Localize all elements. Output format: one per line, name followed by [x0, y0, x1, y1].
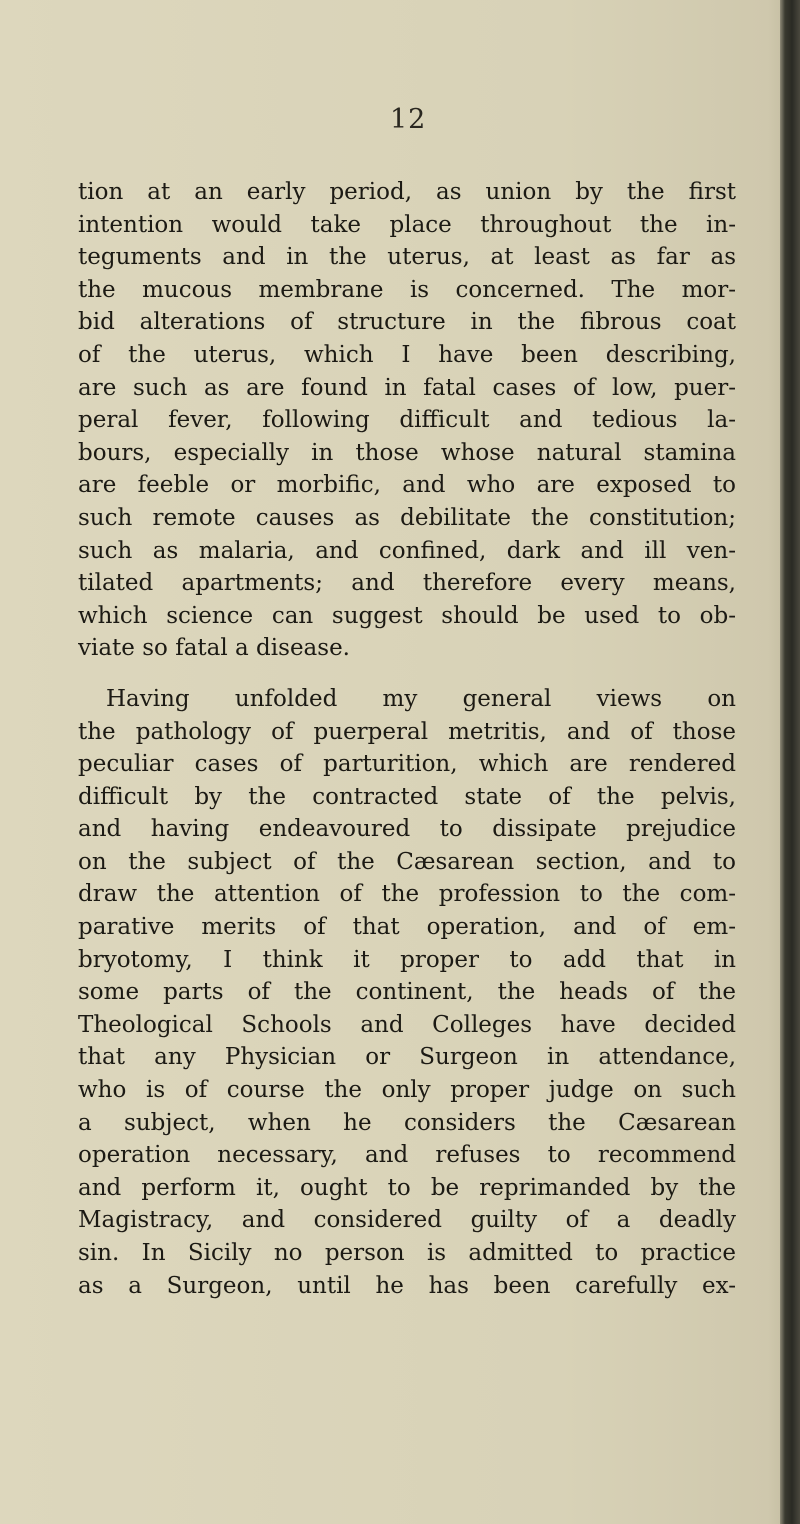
text-line: parative merits of that operation, and of em- — [78, 914, 736, 941]
text-line: teguments and in the uterus, at least as far as — [78, 244, 736, 271]
text-line: viate so fatal a disease. — [78, 635, 350, 662]
text-line: who is of course the only proper judge on such — [78, 1077, 736, 1104]
text-line: tilated apartments; and therefore every means, — [78, 570, 736, 597]
text-line: difficult by the contracted state of the pelvis, — [78, 783, 736, 810]
text-line: such as malaria, and confined, dark and ill ven- — [78, 537, 736, 564]
text-line: which science can suggest should be used to ob- — [78, 602, 736, 629]
text-line: Having unfolded my general views on — [106, 685, 736, 712]
text-line: the pathology of puerperal metritis, and of those — [78, 718, 736, 745]
text-line: bours, especially in those whose natural stamina — [78, 439, 736, 466]
text-line: intention would take place throughout the in- — [78, 211, 736, 238]
book-edge-shadow — [780, 0, 800, 1524]
text-line: tion at an early period, as union by the first — [78, 179, 736, 205]
text-line: the mucous membrane is concerned. The mor- — [78, 276, 736, 303]
text-line: some parts of the continent, the heads of the — [78, 979, 736, 1006]
body-text — [78, 176, 736, 1302]
text-line: of the uterus, which I have been describing, — [78, 341, 736, 368]
text-line: on the subject of the Cæsarean section, and to — [78, 848, 736, 875]
text-line: such remote causes as debilitate the constitution; — [78, 504, 736, 531]
text-line: bid alterations of structure in the fibrous coat — [78, 309, 736, 336]
text-line: operation necessary, and refuses to recommend — [78, 1142, 736, 1169]
text-line: peral fever, following difficult and tedious la- — [78, 407, 736, 434]
paragraph-2 — [78, 683, 736, 1302]
page-number: 12 — [390, 104, 427, 135]
text-line: draw the attention of the profession to the com- — [78, 881, 736, 908]
text-line: and perform it, ought to be reprimanded by the — [78, 1174, 736, 1201]
text-line: sin. In Sicily no person is admitted to practice — [78, 1240, 736, 1266]
text-line: bryotomy, I think it proper to add that in — [78, 946, 736, 973]
text-line: are such as are found in fatal cases of low, puer- — [78, 374, 736, 401]
text-line: as a Surgeon, until he has been carefully ex- — [78, 1272, 736, 1299]
paragraph-1 — [78, 176, 736, 665]
text-line: Theological Schools and Colleges have decided — [78, 1011, 736, 1038]
text-line: Magistracy, and considered guilty of a deadly — [78, 1207, 736, 1234]
text-line: peculiar cases of parturition, which are rendered — [78, 751, 736, 778]
text-line: and having endeavoured to dissipate prejudice — [78, 816, 736, 843]
text-line: that any Physician or Surgeon in attendance, — [78, 1044, 736, 1071]
text-line: are feeble or morbific, and who are exposed to — [78, 472, 736, 499]
text-line: a subject, when he considers the Cæsarean — [78, 1109, 736, 1136]
paragraph-gap — [78, 665, 736, 683]
